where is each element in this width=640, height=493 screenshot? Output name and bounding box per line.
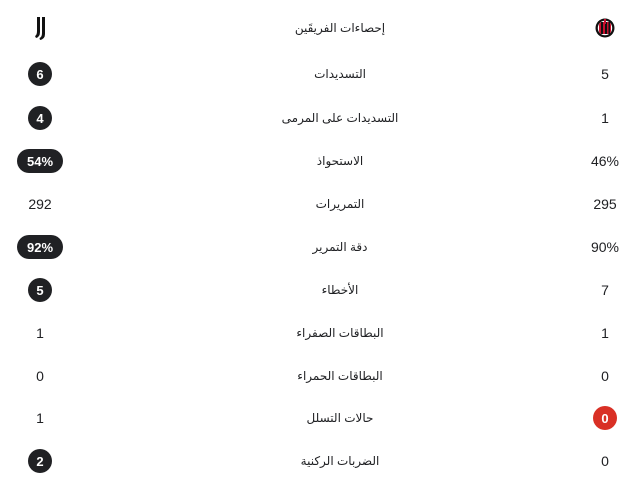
stat-label: البطاقات الصفراء — [296, 326, 384, 340]
stat-row-yellow-cards — [0, 318, 640, 348]
right-value: 1 — [601, 325, 609, 341]
right-value-badge: 0 — [593, 406, 617, 430]
right-value: 0 — [601, 368, 609, 384]
stats-header-row — [0, 13, 640, 43]
left-value-badge: 54% — [17, 149, 63, 173]
stats-title: إحصاءات الفريقَين — [294, 21, 386, 35]
stat-row-corners — [0, 446, 640, 476]
stat-row-shots — [0, 59, 640, 89]
stat-label: دقة التمرير — [312, 240, 368, 254]
left-value-badge: 92% — [17, 235, 63, 259]
right-team-logo-cell — [578, 13, 632, 43]
stat-row-fouls — [0, 275, 640, 305]
stat-label: حالات التسلل — [306, 411, 374, 425]
stat-label: التسديدات على المرمى — [281, 111, 399, 125]
right-value: 1 — [601, 110, 609, 126]
stat-row-passes — [0, 189, 640, 219]
stat-row-red-cards — [0, 361, 640, 391]
left-value: 1 — [36, 410, 44, 426]
juventus-logo-icon — [29, 14, 51, 42]
left-value-badge: 4 — [28, 106, 52, 130]
stat-row-possession — [0, 146, 640, 176]
stat-label: الضربات الركنية — [300, 454, 380, 468]
left-value: 0 — [36, 368, 44, 384]
stat-label: التمريرات — [315, 197, 365, 211]
left-value: 1 — [36, 325, 44, 341]
left-value-badge: 6 — [28, 62, 52, 86]
left-team-logo-cell — [14, 13, 66, 43]
left-value-badge: 5 — [28, 278, 52, 302]
right-value: 0 — [601, 453, 609, 469]
right-value: 7 — [601, 282, 609, 298]
ac-milan-logo-icon — [594, 14, 616, 42]
stat-label: الاستحواذ — [316, 154, 364, 168]
right-value: 90% — [590, 239, 620, 255]
stat-label: الأخطاء — [321, 283, 359, 297]
left-value: 292 — [28, 196, 52, 212]
stat-row-pass-accuracy — [0, 232, 640, 262]
right-value: 5 — [601, 66, 609, 82]
stat-row-offsides — [0, 403, 640, 433]
right-value: 295 — [593, 196, 617, 212]
left-value-badge: 2 — [28, 449, 52, 473]
stat-label: التسديدات — [314, 67, 366, 81]
stat-label: البطاقات الحمراء — [297, 369, 383, 383]
stat-row-shots-on-target — [0, 103, 640, 133]
right-value: 46% — [590, 153, 620, 169]
